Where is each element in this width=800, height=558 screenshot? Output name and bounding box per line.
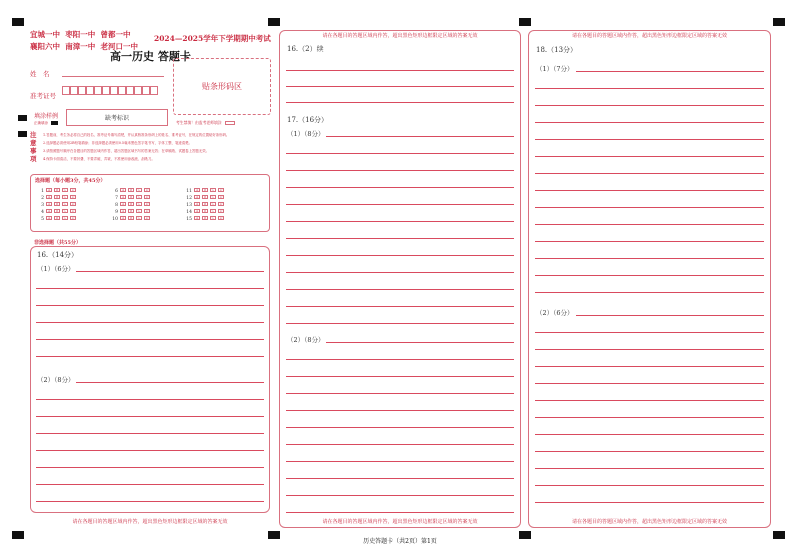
answer-line[interactable] — [36, 356, 264, 357]
answer-line[interactable] — [76, 382, 264, 383]
ticket-digit-cell[interactable] — [126, 86, 134, 95]
fill-sample-correct — [34, 121, 58, 126]
answer-line[interactable] — [535, 173, 764, 174]
answer-line[interactable] — [535, 139, 764, 140]
timing-mark — [12, 18, 24, 26]
answer-line[interactable] — [535, 468, 764, 469]
notes-title: 注意事项 — [30, 131, 37, 163]
mc-question-row — [111, 216, 152, 223]
mc-option-b[interactable]: B — [55, 195, 59, 199]
boundary-notice: 请在各题目的答题区域内作答，超出黑色矩形边框限定区域的答案无效 — [571, 519, 727, 525]
answer-line[interactable] — [36, 501, 264, 502]
mc-option-c[interactable]: C — [211, 209, 215, 213]
mc-question-row — [185, 209, 226, 216]
mc-option-d[interactable]: D — [219, 195, 223, 199]
ticket-digit-cell[interactable] — [110, 86, 118, 95]
ticket-digit-cell[interactable] — [94, 86, 102, 95]
ticket-digit-cell[interactable] — [70, 86, 78, 95]
answer-line[interactable] — [286, 70, 514, 71]
mc-option-c[interactable]: C — [137, 202, 141, 206]
boundary-notice: 请在各题目的答题区域内作答，超出黑色矩形边框限定区域的答案无效 — [72, 519, 228, 525]
mc-option-d[interactable]: D — [71, 195, 75, 199]
mc-option-c[interactable]: C — [63, 195, 67, 199]
answer-line[interactable] — [36, 399, 264, 400]
mc-option-b[interactable]: B — [203, 195, 207, 199]
mc-option-c[interactable]: C — [137, 216, 141, 220]
answer-line[interactable] — [535, 224, 764, 225]
missing-mark-label: 缺考标识 — [104, 115, 129, 122]
missing-note-text: 考生禁填！由监考老师填涂 — [176, 120, 222, 125]
mc-question-row — [37, 195, 78, 202]
answer-line[interactable] — [286, 376, 514, 377]
mc-option-d[interactable]: D — [145, 188, 149, 192]
mc-option-a[interactable]: A — [47, 216, 51, 220]
mc-question-row — [185, 188, 226, 195]
answer-line[interactable] — [36, 467, 264, 468]
answer-line[interactable] — [36, 484, 264, 485]
mc-option-a[interactable]: A — [121, 188, 125, 192]
answer-line[interactable] — [535, 451, 764, 452]
mc-column — [111, 188, 152, 223]
mc-option-b[interactable]: B — [129, 216, 133, 220]
ticket-digit-cell[interactable] — [134, 86, 142, 95]
note-item: 1.答题前，考生务必将自己的姓名、准考证号填写清楚，并认真核准条形码上的姓名、准考证号，在规定的位置贴好条形码。 — [43, 133, 230, 137]
nonmc-title: 非选择题（共55分） — [34, 240, 81, 246]
mc-question-row — [111, 202, 152, 209]
mc-option-a[interactable]: A — [47, 202, 51, 206]
answer-line[interactable] — [535, 417, 764, 418]
boundary-notice: 请在各题目的答题区域内作答，超出黑色矩形边框限定区域的答案无效 — [571, 33, 727, 39]
school-name: 宜城一中 — [30, 30, 60, 39]
answer-line[interactable] — [36, 450, 264, 451]
timing-mark — [12, 531, 24, 539]
answer-line[interactable] — [535, 88, 764, 89]
answer-line[interactable] — [36, 416, 264, 417]
answer-line[interactable] — [286, 204, 514, 205]
answer-line[interactable] — [286, 410, 514, 411]
mc-question-number: 3 — [41, 202, 44, 208]
answer-line[interactable] — [535, 122, 764, 123]
mc-option-b[interactable]: B — [55, 216, 59, 220]
mc-option-d[interactable]: D — [219, 202, 223, 206]
mc-option-a[interactable]: A — [195, 195, 199, 199]
mc-option-a[interactable]: A — [47, 195, 51, 199]
mc-option-c[interactable]: C — [63, 202, 67, 206]
answer-line[interactable] — [286, 427, 514, 428]
ticket-digit-cell[interactable] — [118, 86, 126, 95]
mc-question-number: 5 — [41, 216, 44, 222]
mc-option-d[interactable]: D — [71, 188, 75, 192]
ticket-digit-cell[interactable] — [142, 86, 150, 95]
answer-line[interactable] — [36, 322, 264, 323]
answer-line[interactable] — [286, 444, 514, 445]
answer-line[interactable] — [535, 207, 764, 208]
timing-mark — [268, 531, 280, 539]
mc-question-number: 10 — [112, 216, 118, 222]
mc-option-d[interactable]: D — [71, 209, 75, 213]
mc-question-number: 7 — [115, 195, 118, 201]
mc-option-a[interactable]: A — [121, 209, 125, 213]
question-18-label: 18.（13分） — [536, 46, 578, 54]
fill-sample-correct-label: 正确填涂 — [34, 121, 48, 125]
name-label: 姓 名 — [30, 70, 50, 78]
mc-question-number: 12 — [186, 195, 192, 201]
mc-option-a[interactable]: A — [195, 202, 199, 206]
missing-mark-box — [66, 109, 168, 126]
mc-question-row — [185, 195, 226, 202]
mc-option-c[interactable]: C — [137, 188, 141, 192]
question-18-2-label: （2）（6分） — [536, 309, 574, 317]
name-field[interactable] — [62, 76, 164, 77]
mc-option-b[interactable]: B — [55, 202, 59, 206]
mc-question-row — [185, 202, 226, 209]
answer-line[interactable] — [576, 71, 764, 72]
mc-section — [30, 174, 270, 232]
mc-option-a[interactable]: A — [47, 209, 51, 213]
mc-column — [37, 188, 78, 223]
mc-option-b[interactable]: B — [129, 202, 133, 206]
mc-option-b[interactable]: B — [55, 209, 59, 213]
fill-sample-label: 填涂样例 — [34, 113, 59, 120]
answer-line[interactable] — [286, 323, 514, 324]
exam-name: 2024—2025学年下学期期中考试 — [154, 34, 271, 43]
mc-title: 选择题（每小题3分，共45分） — [35, 178, 106, 184]
boundary-notice: 请在各题目的答题区域内作答，超出黑色矩形边框限定区域的答案无效 — [322, 33, 478, 39]
mc-option-c[interactable]: C — [63, 209, 67, 213]
timing-mark — [773, 18, 785, 26]
answer-line[interactable] — [535, 332, 764, 333]
answer-line[interactable] — [286, 495, 514, 496]
mc-option-a[interactable]: A — [195, 209, 199, 213]
answer-line[interactable] — [535, 190, 764, 191]
mc-question-number: 14 — [186, 209, 192, 215]
answer-line[interactable] — [535, 383, 764, 384]
mc-option-d[interactable]: D — [145, 209, 149, 213]
answer-line[interactable] — [36, 288, 264, 289]
answer-line[interactable] — [36, 305, 264, 306]
mc-question-row — [111, 195, 152, 202]
answer-line[interactable] — [286, 187, 514, 188]
mc-question-number: 1 — [41, 188, 44, 194]
mc-option-d[interactable]: D — [219, 216, 223, 220]
answer-line[interactable] — [535, 502, 764, 503]
note-item: 2.选择题必须使用2B铅笔填涂；非选择题必须使用0.5毫米黑色签字笔书写，字体工整、笔迹清楚。 — [43, 141, 192, 145]
question-16-continued-label: 16.（2）续 — [287, 45, 324, 53]
timing-mark — [18, 131, 27, 137]
mc-option-b[interactable]: B — [129, 195, 133, 199]
question-17-2-label: （2）（8分） — [287, 336, 325, 344]
answer-line[interactable] — [286, 255, 514, 256]
timing-mark — [268, 18, 280, 26]
answer-line[interactable] — [286, 102, 514, 103]
answer-line[interactable] — [286, 359, 514, 360]
mc-question-number: 6 — [115, 188, 118, 194]
answer-line[interactable] — [535, 485, 764, 486]
answer-line[interactable] — [326, 342, 514, 343]
mc-option-c[interactable]: C — [137, 209, 141, 213]
answer-line[interactable] — [286, 272, 514, 273]
answer-line[interactable] — [286, 170, 514, 171]
school-name: 襄阳六中 — [30, 42, 60, 51]
answer-line[interactable] — [286, 512, 514, 513]
mc-option-b[interactable]: B — [203, 188, 207, 192]
mc-question-number: 9 — [115, 209, 118, 215]
answer-line[interactable] — [36, 433, 264, 434]
answer-line[interactable] — [535, 349, 764, 350]
answer-line[interactable] — [286, 86, 514, 87]
question-16-2-label: （2）（8分） — [37, 376, 75, 384]
ticket-digit-cell[interactable] — [102, 86, 110, 95]
mc-option-a[interactable]: A — [121, 195, 125, 199]
mc-option-c[interactable]: C — [63, 216, 67, 220]
card-title: 高一历史 答题卡 — [110, 50, 191, 63]
school-name: 老河口一中 — [100, 42, 138, 51]
note-item: 3.请按照题号顺序在各题目的答题区域内作答，超出答题区域书写的答案无效；在草稿纸、试题卷上答题无效。 — [43, 149, 209, 153]
mc-option-b[interactable]: B — [203, 202, 207, 206]
mc-option-c[interactable]: C — [211, 216, 215, 220]
answer-line[interactable] — [286, 238, 514, 239]
answer-line[interactable] — [76, 271, 264, 272]
ticket-label: 准考证号 — [30, 92, 56, 100]
page-footer: 历史答题卡（共2页）第1页 — [363, 538, 437, 545]
answer-line[interactable] — [535, 156, 764, 157]
mc-option-b[interactable]: B — [55, 188, 59, 192]
school-name: 枣阳一中 — [65, 30, 96, 39]
school-row — [30, 29, 138, 40]
timing-mark — [18, 115, 27, 121]
timing-mark — [519, 18, 531, 26]
answer-line[interactable] — [535, 105, 764, 106]
answer-line[interactable] — [286, 478, 514, 479]
answer-area-col2[interactable] — [279, 30, 521, 528]
mc-option-d[interactable]: D — [145, 216, 149, 220]
answer-line[interactable] — [535, 258, 764, 259]
question-18-1-label: （1）（7分） — [536, 65, 574, 73]
mc-option-b[interactable]: B — [129, 209, 133, 213]
answer-line[interactable] — [286, 153, 514, 154]
mc-option-d[interactable]: D — [219, 188, 223, 192]
mc-question-number: 8 — [115, 202, 118, 208]
mc-question-number: 2 — [41, 195, 44, 201]
mc-question-number: 13 — [186, 202, 192, 208]
mc-option-b[interactable]: B — [203, 209, 207, 213]
mc-option-d[interactable]: D — [71, 216, 75, 220]
filled-box-sample — [51, 121, 58, 125]
answer-line[interactable] — [535, 292, 764, 293]
answer-line[interactable] — [286, 289, 514, 290]
answer-line[interactable] — [576, 315, 764, 316]
notes-list — [43, 133, 271, 162]
question-17-label: 17.（16分） — [287, 116, 329, 124]
missing-note — [176, 120, 235, 126]
answer-line[interactable] — [326, 136, 514, 137]
question-16-label: 16.（14分） — [37, 251, 79, 259]
ticket-digit-cell[interactable] — [150, 86, 158, 95]
answer-line[interactable] — [286, 461, 514, 462]
ticket-digit-cell[interactable] — [86, 86, 94, 95]
timing-mark — [519, 531, 531, 539]
missing-checkbox[interactable] — [225, 121, 235, 125]
mc-option-c[interactable]: C — [211, 202, 215, 206]
mc-question-number: 15 — [186, 216, 192, 222]
mc-option-c[interactable]: C — [211, 195, 215, 199]
school-name: 南漳一中 — [65, 42, 96, 51]
answer-line[interactable] — [286, 393, 514, 394]
mc-question-row — [37, 209, 78, 216]
mc-option-b[interactable]: B — [203, 216, 207, 220]
mc-option-c[interactable]: C — [63, 188, 67, 192]
ticket-digit-cell[interactable] — [78, 86, 86, 95]
mc-question-row — [37, 216, 78, 223]
mc-option-c[interactable]: C — [137, 195, 141, 199]
mc-question-row — [37, 202, 78, 209]
ticket-digit-cell[interactable] — [62, 86, 70, 95]
answer-line[interactable] — [286, 221, 514, 222]
mc-option-b[interactable]: B — [129, 188, 133, 192]
mc-option-a[interactable]: A — [195, 216, 199, 220]
mc-question-row — [37, 188, 78, 195]
answer-line[interactable] — [535, 275, 764, 276]
answer-line[interactable] — [535, 434, 764, 435]
mc-question-row — [111, 209, 152, 216]
mc-column — [185, 188, 226, 223]
answer-line[interactable] — [535, 241, 764, 242]
mc-question-row — [185, 216, 226, 223]
mc-question-number: 11 — [186, 188, 192, 194]
ticket-number-grid[interactable] — [62, 86, 158, 95]
mc-option-d[interactable]: D — [71, 202, 75, 206]
barcode-area — [173, 58, 271, 115]
mc-option-d[interactable]: D — [145, 195, 149, 199]
mc-question-number: 4 — [41, 209, 44, 215]
barcode-label: 贴条形码区 — [202, 82, 242, 91]
mc-option-a[interactable]: A — [195, 188, 199, 192]
mc-option-d[interactable]: D — [219, 209, 223, 213]
school-name: 曾都一中 — [100, 30, 131, 39]
mc-option-a[interactable]: A — [47, 188, 51, 192]
mc-option-a[interactable]: A — [121, 216, 125, 220]
mc-option-c[interactable]: C — [211, 188, 215, 192]
answer-line[interactable] — [535, 366, 764, 367]
mc-option-a[interactable]: A — [121, 202, 125, 206]
mc-question-row — [111, 188, 152, 195]
timing-mark — [773, 531, 785, 539]
answer-line[interactable] — [535, 400, 764, 401]
answer-line[interactable] — [286, 306, 514, 307]
question-16-1-label: （1）（6分） — [37, 265, 75, 273]
answer-line[interactable] — [36, 339, 264, 340]
question-17-1-label: （1）（8分） — [287, 130, 325, 138]
boundary-notice: 请在各题目的答题区域内作答，超出黑色矩形边框限定区域的答案无效 — [322, 519, 478, 525]
note-item: 4.保持卡面清洁，不要折叠、不要弄破、弄皱，不准使用涂改液、刮纸刀。 — [43, 157, 155, 161]
mc-option-d[interactable]: D — [145, 202, 149, 206]
